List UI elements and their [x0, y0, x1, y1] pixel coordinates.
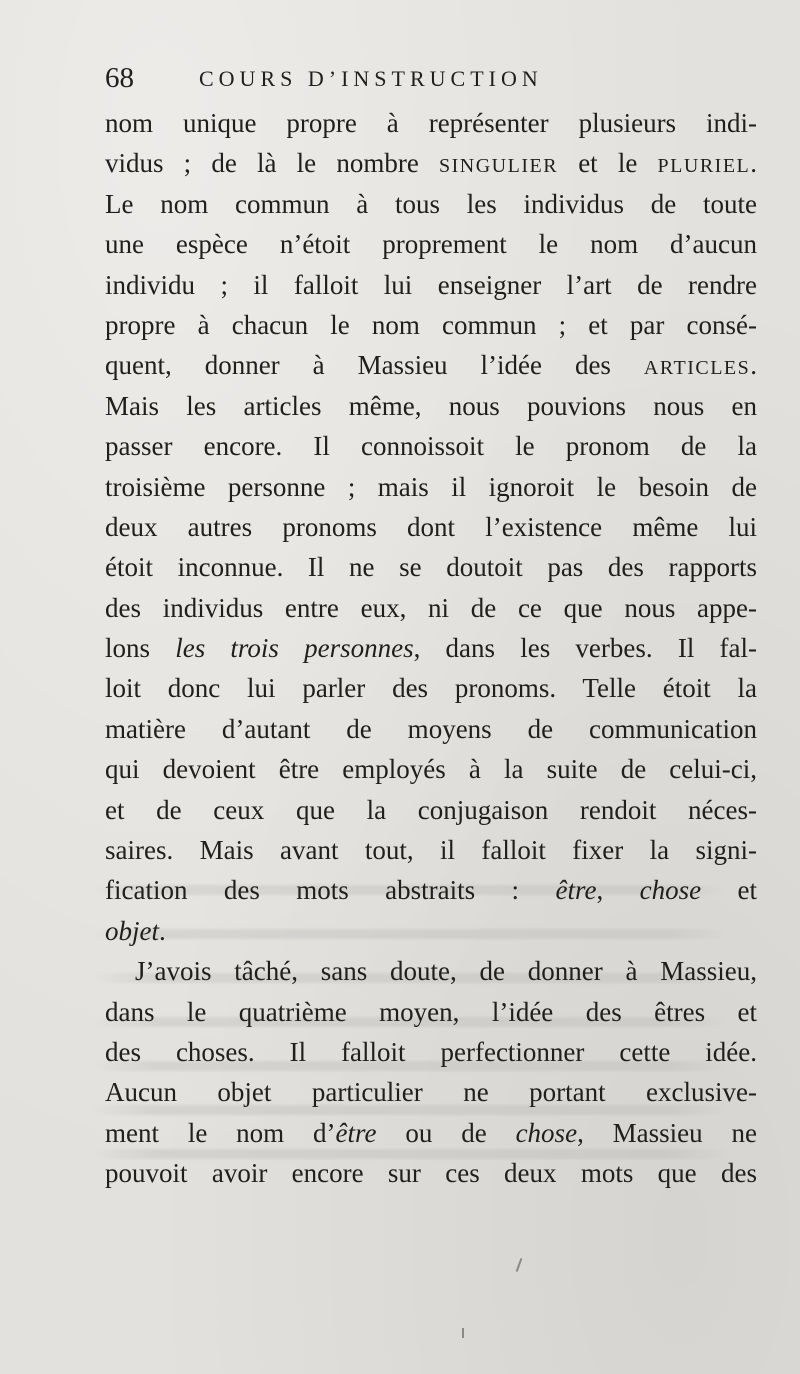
text-line: lons les trois personnes, dans les verbes. Il fal-	[105, 633, 757, 664]
text-line: et de ceux que la conjugaison rendoit néces-	[105, 794, 757, 825]
text-line: fication des mots abstraits : être, chose et	[105, 875, 757, 906]
text-line: ment le nom d’être ou de chose, Massieu ne	[105, 1117, 757, 1148]
italic-term: objet	[105, 915, 159, 946]
text-line: nom unique propre à représenter plusieurs indi-	[105, 108, 757, 138]
italic-term: chose	[639, 875, 702, 906]
text-line: passer encore. Il connoissoit le pronom de la	[105, 431, 757, 462]
text-line: troisième personne ; mais il ignoroit le besoin de	[105, 471, 757, 502]
paper-speck	[462, 1328, 464, 1338]
small-caps-term: PLURIEL	[657, 155, 751, 178]
running-title: COURS D’INSTRUCTION	[199, 66, 543, 91]
text-line: quent, donner à Massieu l’idée des ARTICLES.	[105, 350, 757, 381]
page-number: 68	[105, 62, 134, 94]
text-line: étoit inconnue. Il ne se doutoit pas des rapports	[105, 552, 757, 583]
text-line: Le nom commun à tous les individus de toute	[105, 188, 757, 219]
italic-term: les trois personnes	[175, 633, 414, 664]
text-line: Mais les articles même, nous pouvions nous en	[105, 390, 757, 421]
text-line: des individus entre eux, ni de ce que nous appe-	[105, 592, 757, 623]
text-line: loit donc lui parler des pronoms. Telle étoit la	[105, 673, 757, 704]
text-line: des choses. Il falloit perfectionner cette idée.	[105, 1036, 757, 1067]
small-caps-term: SINGULIER	[438, 155, 559, 178]
body-text	[105, 103, 757, 1194]
paper-speck	[516, 1258, 523, 1272]
text-line: Aucun objet particulier ne portant exclusive-	[105, 1077, 757, 1108]
italic-term: être	[555, 875, 597, 906]
text-line: pouvoit avoir encore sur ces deux mots que des	[105, 1158, 757, 1189]
text-line: saires. Mais avant tout, il falloit fixer la signi-	[105, 835, 757, 866]
text-line: individu ; il falloit lui enseigner l’art de rendre	[105, 269, 757, 300]
small-caps-term: ARTICLES	[643, 357, 751, 380]
text-line: propre à chacun le nom commun ; et par consé-	[105, 309, 757, 340]
text-line: une espèce n’étoit proprement le nom d’aucun	[105, 229, 757, 260]
text-line: deux autres pronoms dont l’existence même lui	[105, 511, 757, 542]
text-line: matière d’autant de moyens de communication	[105, 713, 757, 744]
text-line: vidus ; de là le nombre SINGULIER et le PLURIEL.	[105, 148, 757, 179]
text-line: dans le quatrième moyen, l’idée des êtres et	[105, 996, 757, 1027]
italic-term: chose	[515, 1117, 578, 1148]
italic-term: être	[335, 1117, 377, 1148]
text-line: qui devoient être employés à la suite de celui-ci,	[105, 754, 757, 785]
paragraph-first-line: J’avois tâché, sans doute, de donner à Massieu,	[135, 956, 757, 987]
text-line: objet.	[105, 915, 166, 946]
page-header	[105, 56, 685, 100]
